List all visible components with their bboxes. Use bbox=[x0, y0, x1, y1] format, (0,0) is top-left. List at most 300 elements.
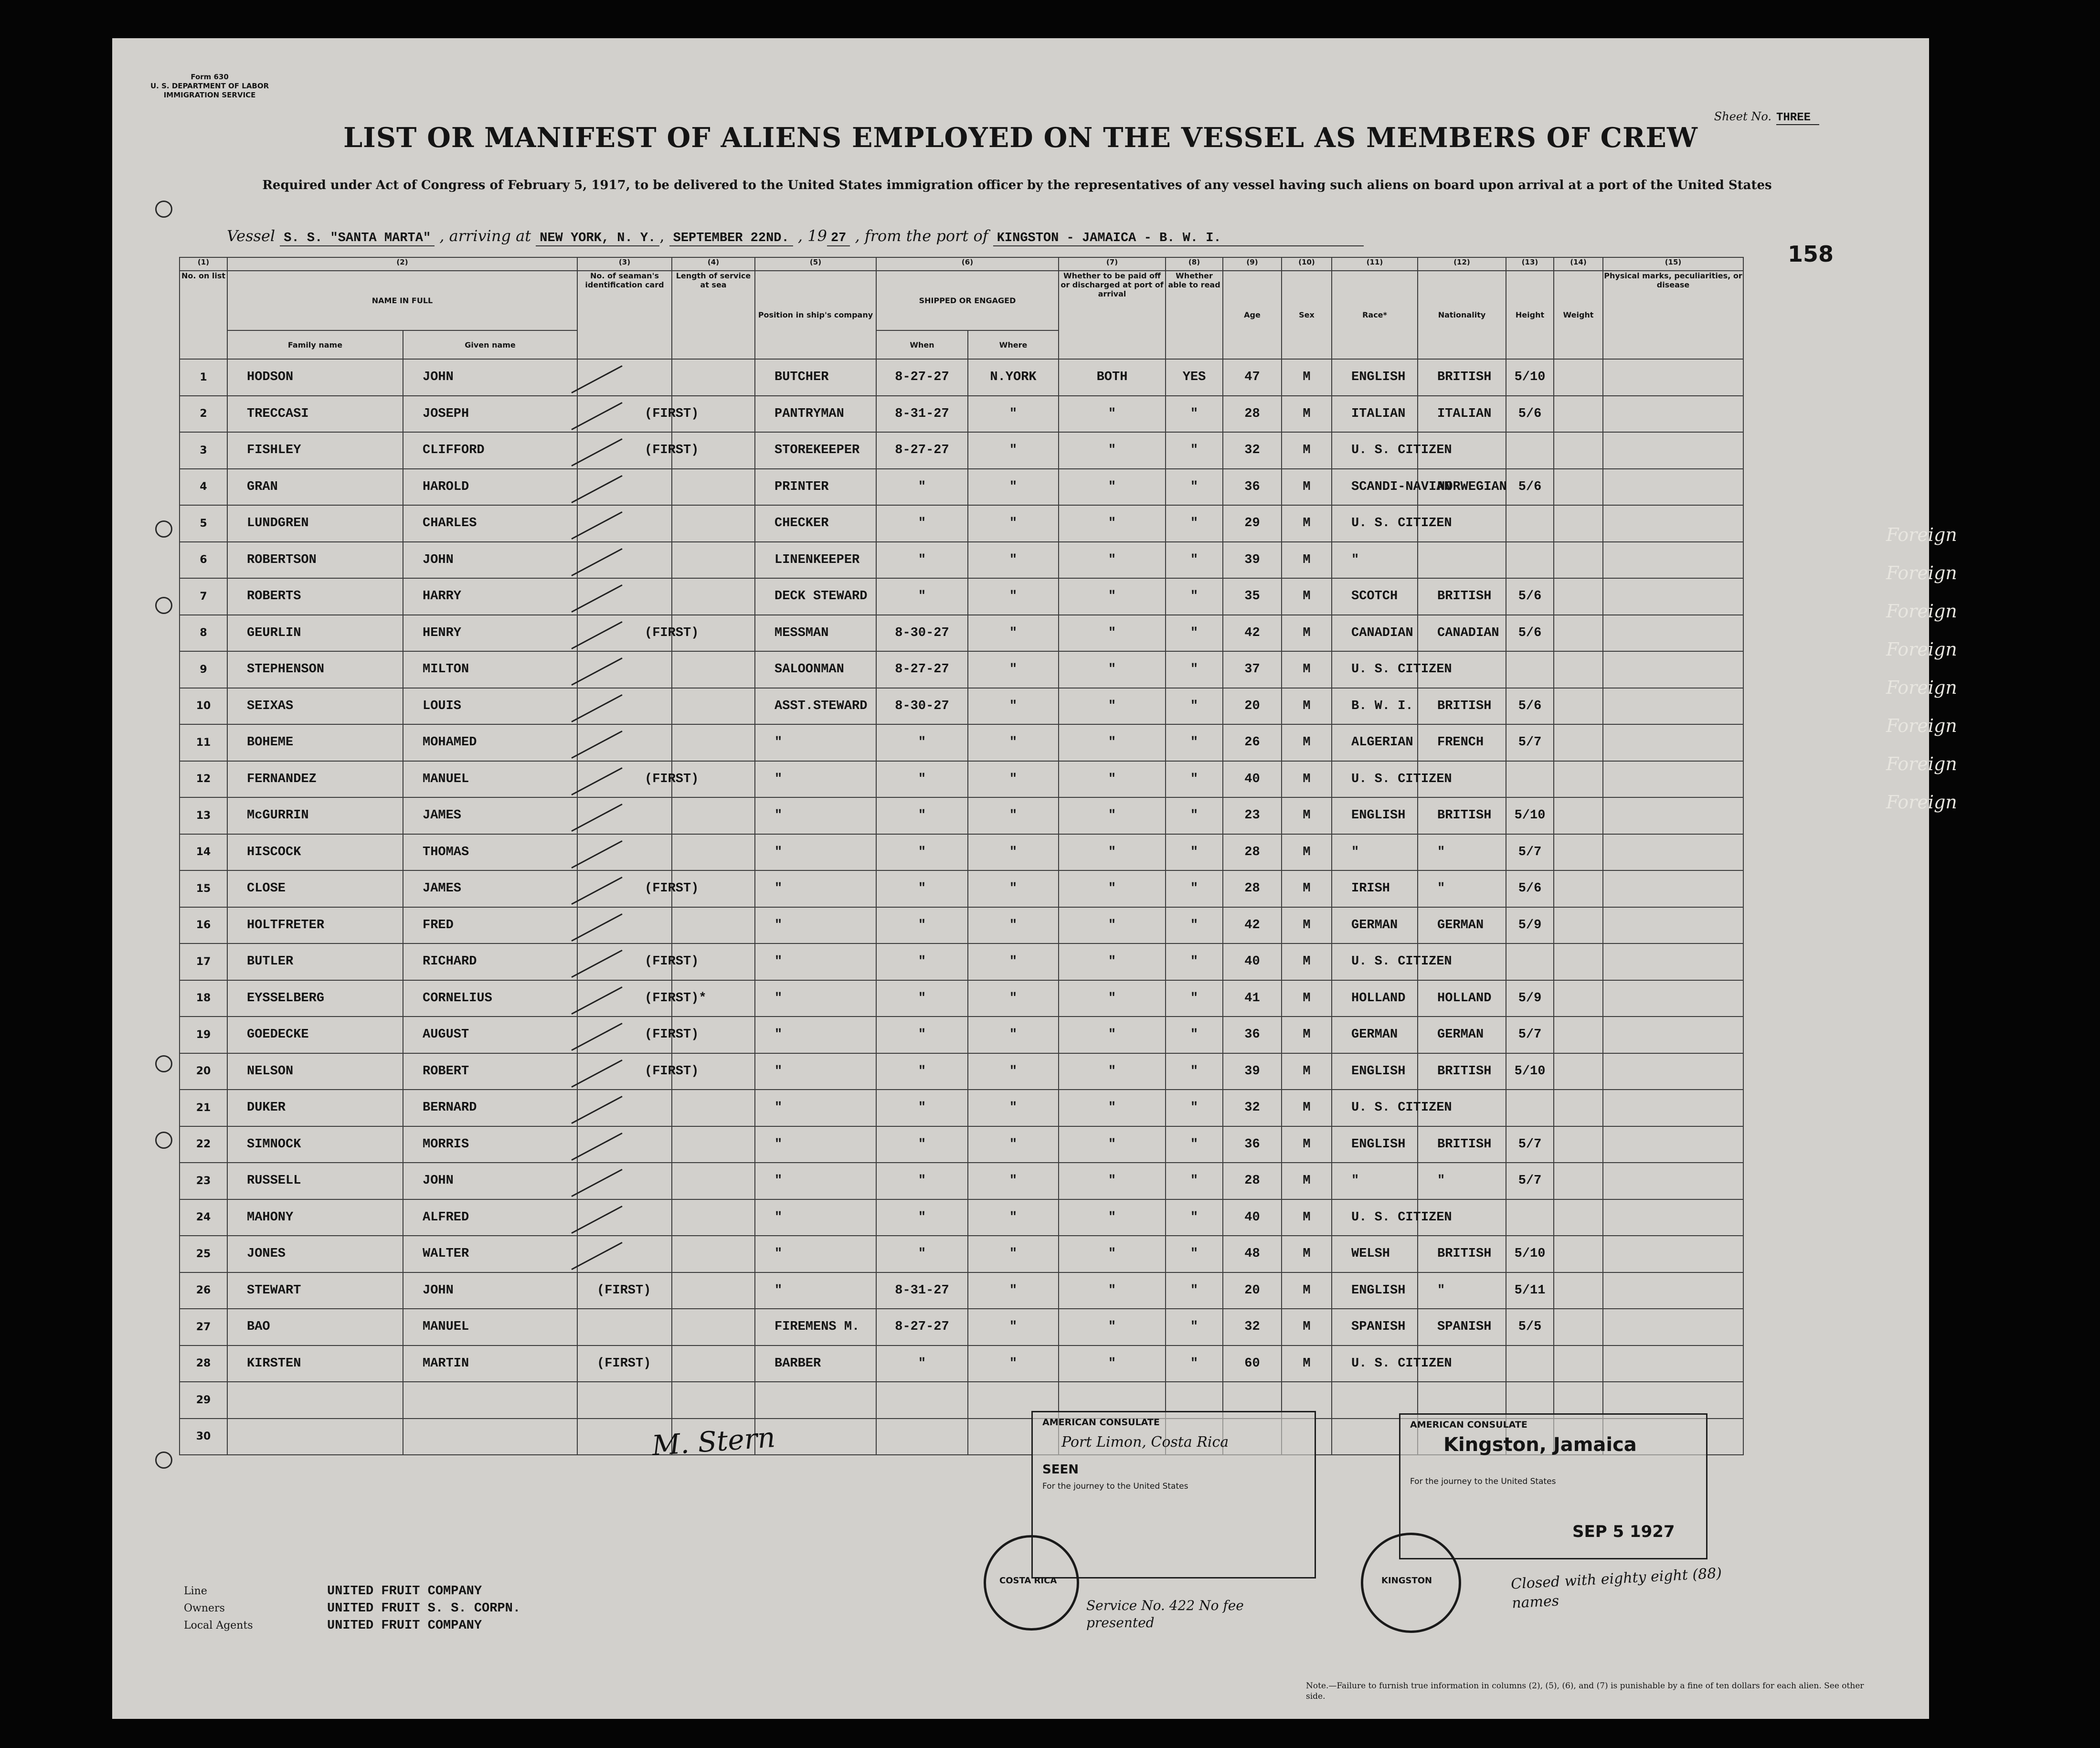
weight-cell bbox=[1554, 797, 1603, 834]
sex: M bbox=[1303, 1283, 1311, 1298]
id-card bbox=[626, 662, 645, 677]
nationality: " bbox=[1437, 845, 1445, 859]
physical-marks-cell bbox=[1603, 1272, 1743, 1309]
able-read-cell bbox=[1166, 1090, 1223, 1126]
check-mark bbox=[571, 657, 622, 686]
able-read-cell bbox=[1166, 724, 1223, 761]
age-cell bbox=[1223, 542, 1282, 579]
nationality-cell bbox=[1418, 578, 1506, 615]
height-cell bbox=[1506, 870, 1554, 907]
footer-line bbox=[184, 1583, 520, 1600]
family-name-cell bbox=[227, 615, 403, 652]
col-num: (12) bbox=[1418, 257, 1506, 271]
family-name-cell bbox=[227, 505, 403, 542]
id-card bbox=[626, 553, 645, 567]
row-number-cell bbox=[180, 1199, 227, 1236]
id-card bbox=[626, 845, 645, 859]
sex: M bbox=[1303, 1028, 1311, 1042]
sex-cell bbox=[1282, 505, 1332, 542]
height: 5/10 bbox=[1514, 808, 1546, 823]
family-name bbox=[228, 1430, 247, 1444]
position: PANTRYMAN bbox=[774, 406, 844, 421]
paid-off-cell bbox=[1059, 1090, 1166, 1126]
nationality: ITALIAN bbox=[1437, 406, 1492, 421]
family-name: KIRSTEN bbox=[247, 1356, 301, 1371]
col-num: (5) bbox=[755, 257, 876, 271]
nationality: BRITISH bbox=[1437, 1064, 1492, 1079]
weight-cell bbox=[1554, 1345, 1603, 1382]
nationality-cell bbox=[1418, 724, 1506, 761]
shipped-where: " bbox=[1009, 881, 1018, 896]
position-cell bbox=[755, 1090, 876, 1126]
check-mark bbox=[571, 365, 622, 393]
length-service-cell bbox=[672, 761, 755, 798]
height-cell bbox=[1506, 724, 1554, 761]
length-service-cell bbox=[672, 1126, 755, 1163]
height-cell bbox=[1506, 359, 1554, 396]
sex: M bbox=[1303, 552, 1311, 567]
shipped-when-cell bbox=[876, 1345, 968, 1382]
row-number-cell bbox=[180, 1126, 227, 1163]
shipped-where-cell bbox=[968, 615, 1059, 652]
position: " bbox=[774, 808, 783, 823]
shipped-when-cell bbox=[876, 651, 968, 688]
paid-off: " bbox=[1108, 1174, 1116, 1188]
table-row bbox=[180, 870, 1743, 907]
given-name-cell bbox=[403, 797, 577, 834]
check-mark bbox=[571, 840, 622, 869]
family-name-cell bbox=[227, 943, 403, 980]
length-service-cell bbox=[672, 1236, 755, 1272]
weight-cell bbox=[1554, 578, 1603, 615]
id-card: (FIRST) bbox=[645, 625, 699, 640]
paid-off: " bbox=[1108, 1210, 1116, 1225]
row-number-cell bbox=[180, 396, 227, 433]
family-name: SIMNOCK bbox=[247, 1137, 301, 1152]
able-read: " bbox=[1190, 1210, 1198, 1225]
service-note: Service No. 422 No fee presented bbox=[1086, 1598, 1244, 1631]
row-number: 29 bbox=[196, 1394, 211, 1406]
check-mark bbox=[571, 804, 622, 832]
check-mark bbox=[571, 1206, 622, 1234]
sex-cell bbox=[1282, 1163, 1332, 1199]
height: 5/6 bbox=[1518, 589, 1542, 604]
age: 42 bbox=[1244, 918, 1260, 932]
given-name: JOHN bbox=[423, 1283, 454, 1298]
shipped-where-cell bbox=[968, 359, 1059, 396]
race: " bbox=[1351, 552, 1359, 567]
margin-notes bbox=[1886, 516, 1957, 821]
col-num: (6) bbox=[876, 257, 1059, 271]
given-name-cell bbox=[403, 432, 577, 469]
row-number: 16 bbox=[196, 919, 211, 932]
physical-marks-cell bbox=[1603, 1053, 1743, 1090]
nationality: SPANISH bbox=[1437, 1320, 1492, 1335]
family-name-cell bbox=[227, 651, 403, 688]
paid-off: " bbox=[1108, 735, 1116, 750]
able-read-cell bbox=[1166, 615, 1223, 652]
physical-marks-cell bbox=[1603, 359, 1743, 396]
form-number: Form 630 bbox=[191, 73, 229, 81]
check-mark bbox=[571, 986, 622, 1015]
age-cell bbox=[1223, 1017, 1282, 1053]
given-name: ALFRED bbox=[423, 1210, 469, 1225]
race: ENGLISH bbox=[1351, 808, 1406, 823]
row-number-cell bbox=[180, 1090, 227, 1126]
sex-cell bbox=[1282, 907, 1332, 944]
able-read-cell bbox=[1166, 797, 1223, 834]
length-service-cell bbox=[672, 870, 755, 907]
sex-cell bbox=[1282, 615, 1332, 652]
row-number-cell bbox=[180, 651, 227, 688]
id-card-cell bbox=[577, 396, 699, 433]
age-cell bbox=[1223, 688, 1282, 725]
id-card-cell bbox=[577, 1309, 672, 1345]
paid-off-cell bbox=[1059, 688, 1166, 725]
given-name: HARRY bbox=[423, 589, 462, 604]
able-read: " bbox=[1190, 991, 1198, 1006]
header-no-on-list: No. on list bbox=[180, 271, 227, 359]
shipped-when-cell bbox=[876, 1272, 968, 1309]
shipped-where-cell bbox=[968, 469, 1059, 506]
arrival-year: 27 bbox=[827, 231, 850, 246]
shipped-when-cell bbox=[876, 1090, 968, 1126]
family-name-cell bbox=[227, 396, 403, 433]
given-name-cell bbox=[403, 1272, 577, 1309]
sex-cell bbox=[1282, 432, 1332, 469]
race: U. S. CITIZEN bbox=[1351, 443, 1452, 458]
margin-note: Foreign bbox=[1886, 639, 1957, 660]
age-cell bbox=[1223, 980, 1282, 1017]
margin-note: Foreign bbox=[1886, 601, 1957, 622]
given-name-cell bbox=[403, 469, 577, 506]
nationality: " bbox=[1437, 881, 1445, 896]
shipped-where: " bbox=[1009, 954, 1018, 969]
sex: M bbox=[1303, 772, 1311, 786]
height-cell bbox=[1506, 1345, 1554, 1382]
table-row bbox=[180, 797, 1743, 834]
race-cell bbox=[1332, 578, 1418, 615]
able-read: " bbox=[1190, 406, 1198, 421]
height: 5/7 bbox=[1518, 735, 1542, 750]
weight-cell bbox=[1554, 907, 1603, 944]
position-cell bbox=[755, 1199, 876, 1236]
height: 5/6 bbox=[1518, 881, 1542, 896]
family-name-cell bbox=[227, 980, 403, 1017]
footer-agents bbox=[184, 1617, 520, 1634]
height: 5/10 bbox=[1514, 1247, 1546, 1261]
age: 32 bbox=[1244, 1101, 1260, 1115]
stamp-date: SEP 5 1927 bbox=[1572, 1522, 1675, 1541]
able-read-cell bbox=[1166, 396, 1223, 433]
row-number-cell bbox=[180, 943, 227, 980]
able-read: " bbox=[1190, 881, 1198, 896]
weight-cell bbox=[1554, 505, 1603, 542]
sex-cell bbox=[1282, 1272, 1332, 1309]
age-cell bbox=[1223, 396, 1282, 433]
given-name: CORNELIUS bbox=[423, 991, 492, 1006]
punch-hole bbox=[155, 1132, 172, 1149]
shipped-where: " bbox=[1009, 662, 1018, 677]
age: 28 bbox=[1244, 406, 1260, 421]
paid-off-cell bbox=[1059, 834, 1166, 871]
margin-note: Foreign bbox=[1886, 753, 1957, 774]
race-cell bbox=[1332, 870, 1418, 907]
shipped-when: " bbox=[918, 552, 926, 567]
shipped-where-cell bbox=[968, 1272, 1059, 1309]
position-cell bbox=[755, 980, 876, 1017]
weight-cell bbox=[1554, 359, 1603, 396]
shipped-where-cell bbox=[968, 1236, 1059, 1272]
paid-off: " bbox=[1108, 1064, 1116, 1079]
position-cell bbox=[755, 615, 876, 652]
able-read-cell bbox=[1166, 870, 1223, 907]
paid-off-cell bbox=[1059, 505, 1166, 542]
shipped-when-cell bbox=[876, 1419, 968, 1455]
position: MESSMAN bbox=[774, 625, 829, 640]
physical-marks-cell bbox=[1603, 1163, 1743, 1199]
position-cell bbox=[755, 359, 876, 396]
nationality-cell bbox=[1418, 651, 1506, 688]
family-name: TRECCASI bbox=[247, 406, 309, 421]
id-card bbox=[626, 699, 645, 713]
height-cell bbox=[1506, 651, 1554, 688]
race-cell bbox=[1332, 761, 1452, 798]
sex-cell bbox=[1282, 1017, 1332, 1053]
id-card: (FIRST)* bbox=[645, 991, 707, 1006]
table-row bbox=[180, 724, 1743, 761]
table-row bbox=[180, 651, 1743, 688]
row-number-cell bbox=[180, 1163, 227, 1199]
id-card: (FIRST) bbox=[645, 881, 699, 896]
check-mark bbox=[571, 731, 622, 759]
nationality-cell bbox=[1418, 432, 1506, 469]
shipped-where-cell bbox=[968, 943, 1059, 980]
shipped-when: " bbox=[918, 772, 926, 786]
race: HOLLAND bbox=[1351, 991, 1406, 1006]
shipped-when: " bbox=[918, 845, 926, 859]
table-row bbox=[180, 907, 1743, 944]
age: 32 bbox=[1244, 1320, 1260, 1335]
row-number: 21 bbox=[196, 1102, 211, 1114]
id-card bbox=[626, 1247, 645, 1261]
race-cell bbox=[1332, 1199, 1452, 1236]
sex-cell bbox=[1282, 359, 1332, 396]
able-read: " bbox=[1190, 954, 1198, 969]
given-name-cell bbox=[403, 1163, 577, 1199]
table-row bbox=[180, 359, 1743, 396]
sex-cell bbox=[1282, 1309, 1332, 1345]
given-name: JOHN bbox=[423, 370, 454, 385]
nationality bbox=[1418, 443, 1437, 457]
position: PRINTER bbox=[774, 479, 829, 494]
nationality-cell bbox=[1418, 542, 1506, 579]
nationality-cell bbox=[1418, 797, 1506, 834]
height-cell bbox=[1506, 1272, 1554, 1309]
able-read: " bbox=[1190, 1137, 1198, 1152]
check-mark bbox=[571, 475, 622, 503]
physical-marks-cell bbox=[1603, 1126, 1743, 1163]
race-cell bbox=[1332, 797, 1418, 834]
family-name: STEWART bbox=[247, 1283, 301, 1298]
age-cell bbox=[1223, 505, 1282, 542]
shipped-when-cell bbox=[876, 1236, 968, 1272]
nationality bbox=[1418, 1101, 1437, 1115]
sex: M bbox=[1303, 1137, 1311, 1152]
race bbox=[1332, 1430, 1351, 1444]
length-service-cell bbox=[672, 505, 755, 542]
margin-note: Foreign bbox=[1886, 562, 1957, 583]
paid-off-cell bbox=[1059, 615, 1166, 652]
table-row bbox=[180, 432, 1743, 469]
race-cell bbox=[1332, 505, 1452, 542]
age: 26 bbox=[1244, 735, 1260, 750]
paid-off-cell bbox=[1059, 797, 1166, 834]
paid-off-cell bbox=[1059, 724, 1166, 761]
id-card-cell bbox=[577, 1017, 699, 1053]
age-cell bbox=[1223, 1272, 1282, 1309]
age: 23 bbox=[1244, 808, 1260, 823]
position-cell bbox=[755, 578, 876, 615]
nationality: BRITISH bbox=[1437, 699, 1492, 713]
row-number: 22 bbox=[196, 1138, 211, 1151]
paid-off-cell bbox=[1059, 651, 1166, 688]
id-card-cell bbox=[577, 578, 672, 615]
seal-text: KINGSTON bbox=[1381, 1576, 1432, 1586]
length-service-cell bbox=[672, 688, 755, 725]
given-name-cell bbox=[403, 505, 577, 542]
height-cell bbox=[1506, 1053, 1554, 1090]
id-card-cell bbox=[577, 615, 699, 652]
nationality bbox=[1418, 772, 1437, 786]
nationality bbox=[1418, 553, 1437, 567]
nationality bbox=[1418, 516, 1437, 530]
given-name-cell bbox=[403, 1236, 577, 1272]
given-name: MOHAMED bbox=[423, 735, 477, 750]
height: 5/5 bbox=[1518, 1320, 1542, 1335]
race-cell bbox=[1332, 943, 1452, 980]
race: U. S. CITIZEN bbox=[1351, 954, 1452, 969]
shipped-when: " bbox=[918, 1247, 926, 1261]
race-cell bbox=[1332, 1163, 1418, 1199]
height-cell bbox=[1506, 907, 1554, 944]
table-row bbox=[180, 943, 1743, 980]
position-cell bbox=[755, 724, 876, 761]
sex-cell bbox=[1282, 724, 1332, 761]
age-cell bbox=[1223, 1090, 1282, 1126]
family-name-cell bbox=[227, 907, 403, 944]
owners-label: Owners bbox=[184, 1602, 225, 1614]
shipped-where: " bbox=[1009, 1137, 1018, 1152]
race-cell bbox=[1332, 724, 1418, 761]
weight-cell bbox=[1554, 469, 1603, 506]
family-name: HISCOCK bbox=[247, 845, 301, 859]
shipped-where-cell bbox=[968, 578, 1059, 615]
id-card bbox=[626, 516, 645, 530]
family-name: STEPHENSON bbox=[247, 662, 325, 677]
shipped-when-cell bbox=[876, 615, 968, 652]
position-cell bbox=[755, 688, 876, 725]
race-cell bbox=[1332, 469, 1452, 506]
shipped-where: " bbox=[1009, 1101, 1018, 1115]
row-number: 13 bbox=[196, 809, 211, 822]
length-service-cell bbox=[672, 1309, 755, 1345]
length-service-cell bbox=[672, 651, 755, 688]
vessel-line: Vessel S. S. "SANTA MARTA" , arriving at NEW YORK, N. Y. , SEPTEMBER 22ND. , 19 27 , from the port of KINGSTON - JAMAICA - B. W. I. bbox=[227, 227, 1364, 246]
paid-off: " bbox=[1108, 772, 1116, 786]
height-cell bbox=[1506, 943, 1554, 980]
nationality bbox=[1418, 1393, 1437, 1407]
shipped-where: " bbox=[1009, 772, 1018, 786]
shipped-where-cell bbox=[968, 688, 1059, 725]
family-name: EYSSELBERG bbox=[247, 991, 325, 1006]
nationality: GERMAN bbox=[1437, 1028, 1484, 1042]
given-name-cell bbox=[403, 688, 577, 725]
check-mark bbox=[571, 877, 622, 905]
nationality bbox=[1418, 662, 1437, 677]
family-name: BAO bbox=[247, 1320, 270, 1335]
id-card bbox=[578, 1393, 597, 1407]
id-card bbox=[626, 918, 645, 932]
row-number-cell bbox=[180, 761, 227, 798]
id-card-cell bbox=[577, 1199, 672, 1236]
given-name: ROBERT bbox=[423, 1064, 469, 1079]
row-number-cell bbox=[180, 1053, 227, 1090]
position: " bbox=[774, 845, 783, 859]
position-cell bbox=[755, 870, 876, 907]
family-name-cell bbox=[227, 1053, 403, 1090]
race-cell bbox=[1332, 907, 1418, 944]
height-cell bbox=[1506, 980, 1554, 1017]
paid-off: " bbox=[1108, 1247, 1116, 1261]
shipped-where: " bbox=[1009, 1247, 1018, 1261]
given-name-cell bbox=[403, 1053, 577, 1090]
length-service-cell bbox=[672, 469, 755, 506]
id-card-cell bbox=[577, 1345, 672, 1382]
row-number: 8 bbox=[200, 627, 207, 639]
age-cell bbox=[1223, 1126, 1282, 1163]
id-card bbox=[626, 1174, 645, 1188]
nationality: FRENCH bbox=[1437, 735, 1484, 750]
paid-off-cell bbox=[1059, 980, 1166, 1017]
physical-marks-cell bbox=[1603, 578, 1743, 615]
row-number: 6 bbox=[200, 554, 207, 566]
id-card bbox=[626, 480, 645, 494]
shipped-where-cell bbox=[968, 724, 1059, 761]
shipped-where-cell bbox=[968, 1053, 1059, 1090]
nationality-cell bbox=[1418, 1017, 1506, 1053]
given-name-cell bbox=[403, 1309, 577, 1345]
line-label: Line bbox=[184, 1585, 207, 1597]
sex: M bbox=[1303, 406, 1311, 421]
header-height: Height bbox=[1506, 271, 1554, 359]
able-read-cell bbox=[1166, 469, 1223, 506]
race-cell bbox=[1332, 1090, 1452, 1126]
family-name: RUSSELL bbox=[247, 1174, 301, 1188]
able-read-cell bbox=[1166, 688, 1223, 725]
stamp-city: Kingston, Jamaica bbox=[1443, 1434, 1637, 1456]
length-service-cell bbox=[672, 396, 755, 433]
age: 28 bbox=[1244, 845, 1260, 859]
sex-cell bbox=[1282, 1199, 1332, 1236]
family-name-cell bbox=[227, 797, 403, 834]
given-name-cell bbox=[403, 1090, 577, 1126]
height-cell bbox=[1506, 1090, 1554, 1126]
given-name-cell bbox=[403, 980, 577, 1017]
row-number-cell bbox=[180, 1017, 227, 1053]
sex: M bbox=[1303, 443, 1311, 458]
check-mark bbox=[571, 1133, 622, 1161]
